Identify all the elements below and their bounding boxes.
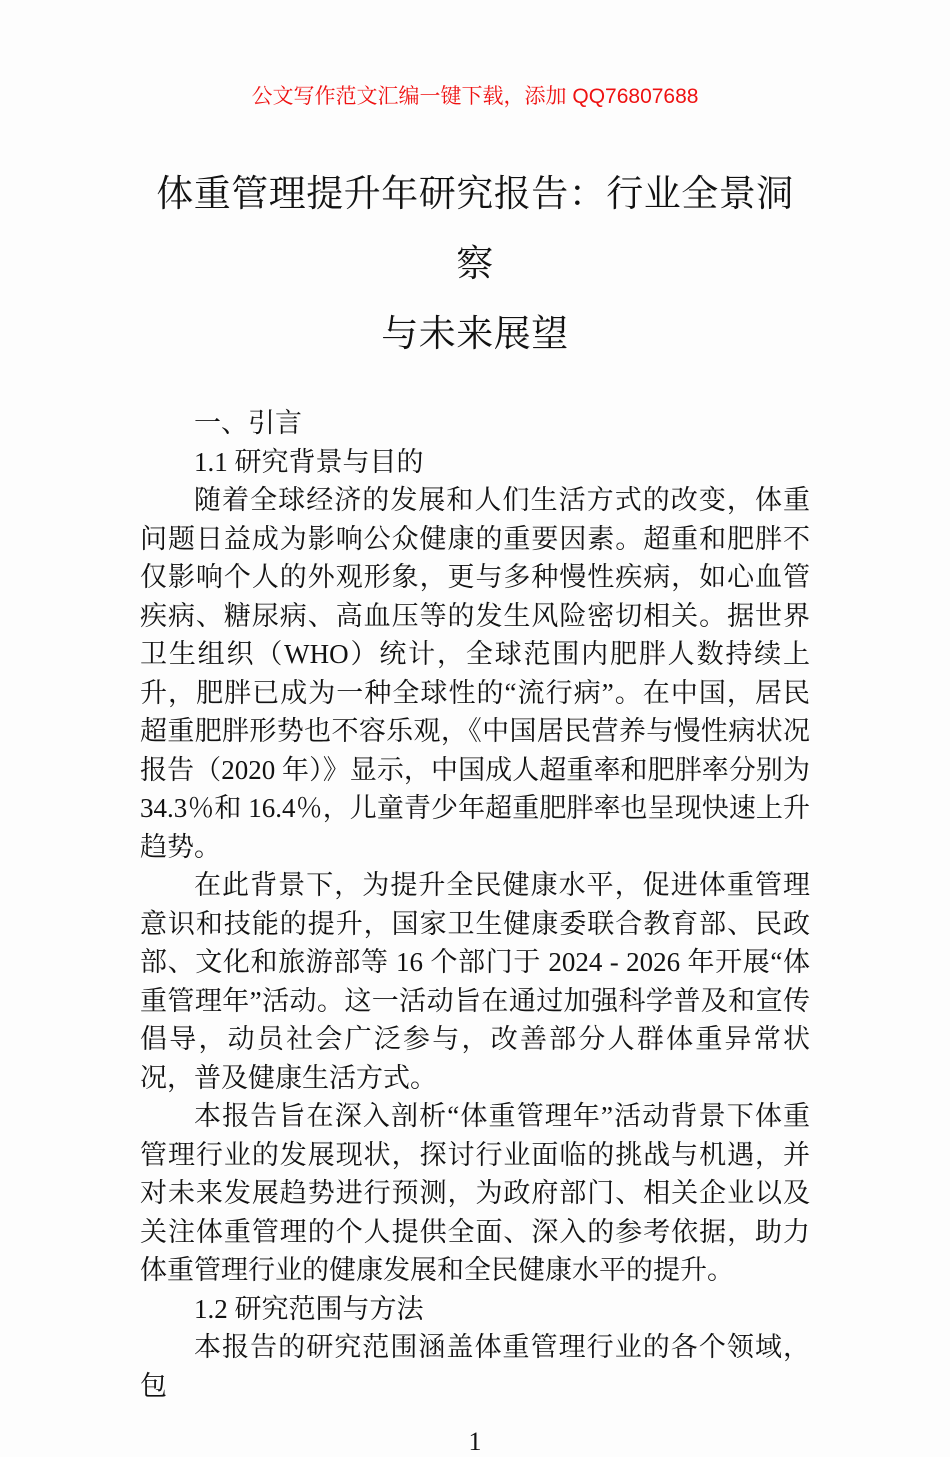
page-number: 1 xyxy=(468,1427,482,1456)
paragraph-scope: 本报告的研究范围涵盖体重管理行业的各个领域，包 xyxy=(140,1332,810,1401)
paragraph-background: 随着全球经济的发展和人们生活方式的改变，体重问题日益成为影响公众健康的重要因素。超重和肥胖不仅影响个人的外观形象，更与多种慢性疾病，如心血管疾病、糖尿病、高血压等的发生风险密切相关。据世界卫生组织（WHO）统计，全球范围内肥胖人数持续上升，肥胖已成为一种全球性的“流行病”。在中国，居民超重肥胖形势也不容乐观，《中国居民营养与慢性病状况报告（2020 年）》显示，中国成人超重率和肥胖率分别为 34.3％和 16.4％，儿童青少年超重肥胖率也呈现快速上升趋势。 xyxy=(140,485,810,862)
document-body xyxy=(140,404,810,1405)
section-heading-background-purpose: 1.1 研究背景与目的 xyxy=(194,446,424,477)
paragraph-report-purpose: 本报告旨在深入剖析“体重管理年”活动背景下体重管理行业的发展现状，探讨行业面临的挑战与机遇，并对未来发展趋势进行预测，为政府部门、相关企业以及关注体重管理的个人提供全面、深入的参考依据，助力体重管理行业的健康发展和全民健康水平的提升。 xyxy=(140,1101,810,1285)
document-title-line-2: 与未来展望 xyxy=(381,314,569,355)
promo-banner-text: 公文写作范文汇编一键下载，添加 QQ76807688 xyxy=(251,85,699,108)
section-heading-scope-method: 1.2 研究范围与方法 xyxy=(194,1293,424,1324)
paragraph-policy-context: 在此背景下，为提升全民健康水平，促进体重管理意识和技能的提升，国家卫生健康委联合教育部、民政部、文化和旅游部等 16 个部门于 2024 - 2026 年开展“体重管理年”活动。这一活动旨在通过加强科学普及和宣传倡导，动员社会广泛参与，改善部分人群体重异常状况，普及健康生活方式。 xyxy=(140,870,810,1093)
document-title xyxy=(140,160,810,370)
document-title-line-1: 体重管理提升年研究报告：行业全景洞察 xyxy=(156,174,794,285)
section-heading-introduction: 一、引言 xyxy=(194,408,302,438)
